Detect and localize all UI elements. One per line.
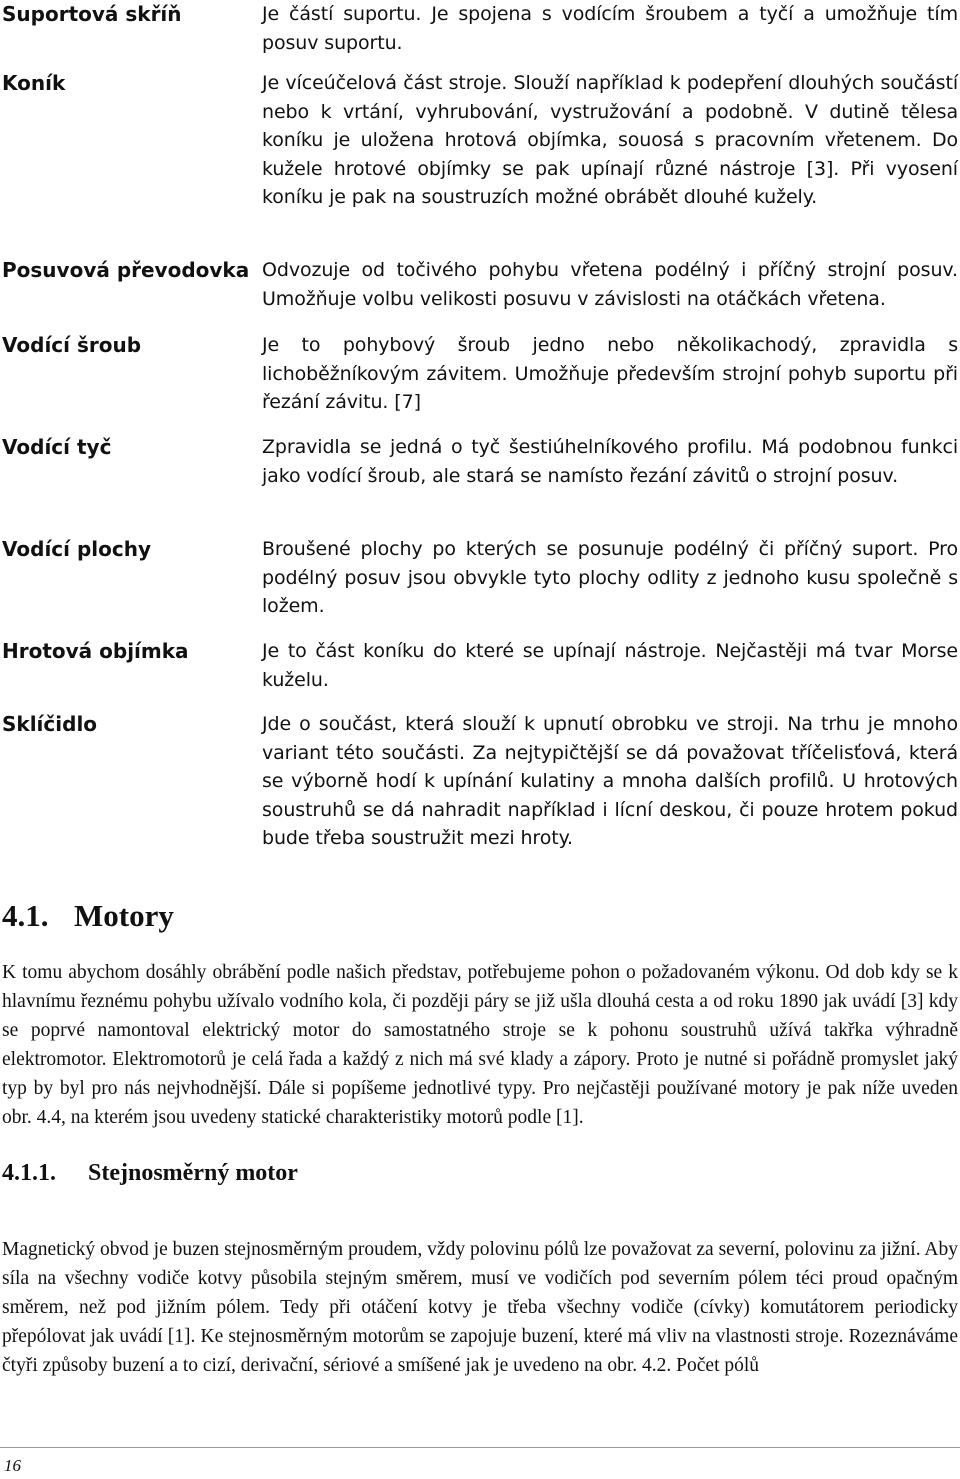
term-definition: Broušené plochy po kterých se posunuje podélný či příčný suport. Pro podélný posuv jsou obvykle tyto plochy odlity z jednoho kusu společně s ložem. xyxy=(262,538,958,617)
term-definition: Jde o součást, která slouží k upnutí obrobku ve stroji. Na trhu je mnoho variant této součásti. Za nejtypičtější se dá považovat tříčelisťová, která se výborně hodí k upínání kulatiny a mnoha dalších profilů. U hrotových soustruhů se dá nahradit například i lícní deskou, či pouze hrotem pokud bude třeba soustružit mezi hroty. xyxy=(262,713,958,849)
footer-divider xyxy=(0,1447,960,1448)
term-definition: Zpravidla se jedná o tyč šestiúhelníkového profilu. Má podobnou funkci jako vodící šroub, ale stará se namísto řezání závitů o strojní posuv. xyxy=(262,436,958,487)
subsection-number: 4.1.1. xyxy=(2,1160,56,1186)
section-number: 4.1. xyxy=(2,898,49,933)
term-definition: Odvozuje od točivého pohybu vřetena podélný i příčný strojní posuv. Umožňuje volbu velikosti posuvu v závislosti na otáčkách vřetena. xyxy=(262,259,958,310)
section-paragraph: K tomu abychom dosáhly obrábění podle našich představ, potřebujeme pohon o požadovaném výkonu. Od dob kdy se k hlavnímu řeznému pohybu užívalo vodního kola, či později páry se již ušla dlouhá cesta a od roku 1890 jak uvádí [3] kdy se poprvé namontoval elektrický motor do samostatného stroje se k pohonu soustruhů užívá takřka výhradně elektromotor. Elektromotorů je celá řada a každý z nich má své klady a zápory. Proto je nutné si pořádně promyslet jaký typ by byl pro nás nejvhodnější. Dále si popíšeme jednotlivé typy. Pro nejčastěji používané motory je pak níže uveden obr. 4.4, na kterém jsou uvedeny statické charakteristiky motorů podle [1]. xyxy=(2,962,958,1128)
term-definition: Je částí suportu. Je spojena s vodícím šroubem a tyčí a umožňuje tím posuv suportu. xyxy=(262,3,958,54)
term-label: Vodící šroub xyxy=(2,333,142,357)
term-label: Suportová skříň xyxy=(2,2,182,26)
subsection-heading xyxy=(2,1157,298,1189)
term-definition: Je víceúčelová část stroje. Slouží například k podepření dlouhých součástí nebo k vrtání, vyhrubování, vystružování a podobně. V dutině tělesa koníku je uložena hrotová objímka, souosá s pracovním vřetenem. Do kužele hrotové objímky se pak upínají různé nástroje [3]. Při vyosení koníku je pak na soustruzích možné obrábět dlouhé kužely. xyxy=(262,72,958,208)
term-label: Sklíčidlo xyxy=(2,712,98,736)
term-definition: Je to část koníku do které se upínají nástroje. Nejčastěji má tvar Morse kuželu. xyxy=(262,640,958,691)
term-label: Vodící tyč xyxy=(2,435,112,459)
term-label: Koník xyxy=(2,71,66,95)
subsection-paragraph: Magnetický obvod je buzen stejnosměrným proudem, vždy polovinu pólů lze považovat za severní, polovinu za jižní. Aby síla na všechny vodiče kotvy působila stejným směrem, musí ve vodičích pod severním pólem téci proud opačným směrem, než pod jižním pólem. Tedy při otáčení kotvy je třeba všechny vodiče (cívky) komutátorem periodicky přepólovat jak uvádí [1]. Ke stejnosměrným motorům se zapojuje buzení, které má vliv na vlastnosti stroje. Rozeznáváme čtyři způsoby buzení a to cizí, derivační, sériové a smíšené jak je uvedeno na obr. 4.2. Počet pólů xyxy=(2,1239,958,1376)
term-label: Posuvová převodovka xyxy=(2,258,250,282)
term-definition: Je to pohybový šroub jedno nebo několikachodý, zpravidla s lichoběžníkovým závitem. Umožňuje především strojní pohyb suportu při řezání závitu. [7] xyxy=(262,334,958,413)
term-label: Hrotová objímka xyxy=(2,639,189,663)
section-title: Motory xyxy=(74,898,174,933)
subsection-title: Stejnosměrný motor xyxy=(88,1160,298,1186)
section-heading xyxy=(2,896,174,936)
page-number: 16 xyxy=(4,1456,21,1475)
term-label: Vodící plochy xyxy=(2,537,152,561)
